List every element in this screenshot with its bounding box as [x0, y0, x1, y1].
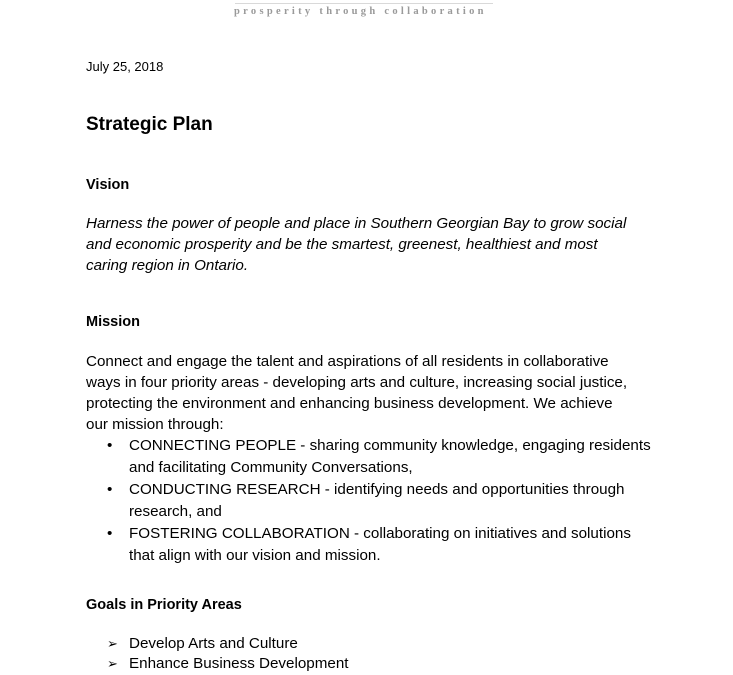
vision-heading: Vision — [86, 177, 130, 193]
header-tagline: prosperity through collaboration — [234, 6, 487, 17]
vision-text — [86, 213, 626, 276]
mission-line: our mission through: — [86, 416, 224, 433]
header-rule — [235, 3, 493, 4]
arrow-bullet-icon: ➢ — [107, 636, 118, 651]
bullet-icon: • — [107, 481, 113, 498]
mission-heading: Mission — [86, 314, 140, 330]
mission-text — [86, 351, 627, 435]
vision-line: and economic prosperity and be the smartest, greenest, healthiest and most — [86, 236, 598, 253]
goals-heading: Goals in Priority Areas — [86, 597, 242, 613]
vision-line: Harness the power of people and place in Southern Georgian Bay to grow social — [86, 215, 627, 232]
bullet-line: that align with our vision and mission. — [129, 547, 381, 564]
goal-label: Enhance Business Development — [129, 655, 349, 672]
goal-label: Develop Arts and Culture — [129, 635, 298, 652]
document-title: Strategic Plan — [86, 114, 213, 135]
arrow-bullet-icon: ➢ — [107, 656, 118, 671]
bullet-line: CONNECTING PEOPLE - sharing community knowledge, engaging residents — [129, 437, 651, 454]
document-date: July 25, 2018 — [86, 59, 164, 74]
mission-bullet-item — [86, 435, 651, 479]
mission-line: Connect and engage the talent and aspirations of all residents in collaborative — [86, 353, 609, 370]
bullet-line: and facilitating Community Conversations, — [129, 459, 413, 476]
goals-list — [86, 634, 349, 674]
goal-item — [86, 654, 349, 674]
mission-bullet-item — [86, 479, 651, 523]
bullet-icon: • — [107, 525, 113, 542]
mission-line: ways in four priority areas - developing arts and culture, increasing social justice, — [86, 374, 628, 391]
bullet-line: CONDUCTING RESEARCH - identifying needs and opportunities through — [129, 481, 625, 498]
bullet-line: research, and — [129, 503, 222, 520]
goal-item — [86, 634, 349, 654]
bullet-icon: • — [107, 437, 113, 454]
mission-bullet-item — [86, 523, 651, 567]
mission-line: protecting the environment and enhancing business development. We achieve — [86, 395, 613, 412]
bullet-line: FOSTERING COLLABORATION - collaborating on initiatives and solutions — [129, 525, 631, 542]
vision-line: caring region in Ontario. — [86, 257, 249, 274]
mission-bullet-list — [86, 435, 651, 567]
